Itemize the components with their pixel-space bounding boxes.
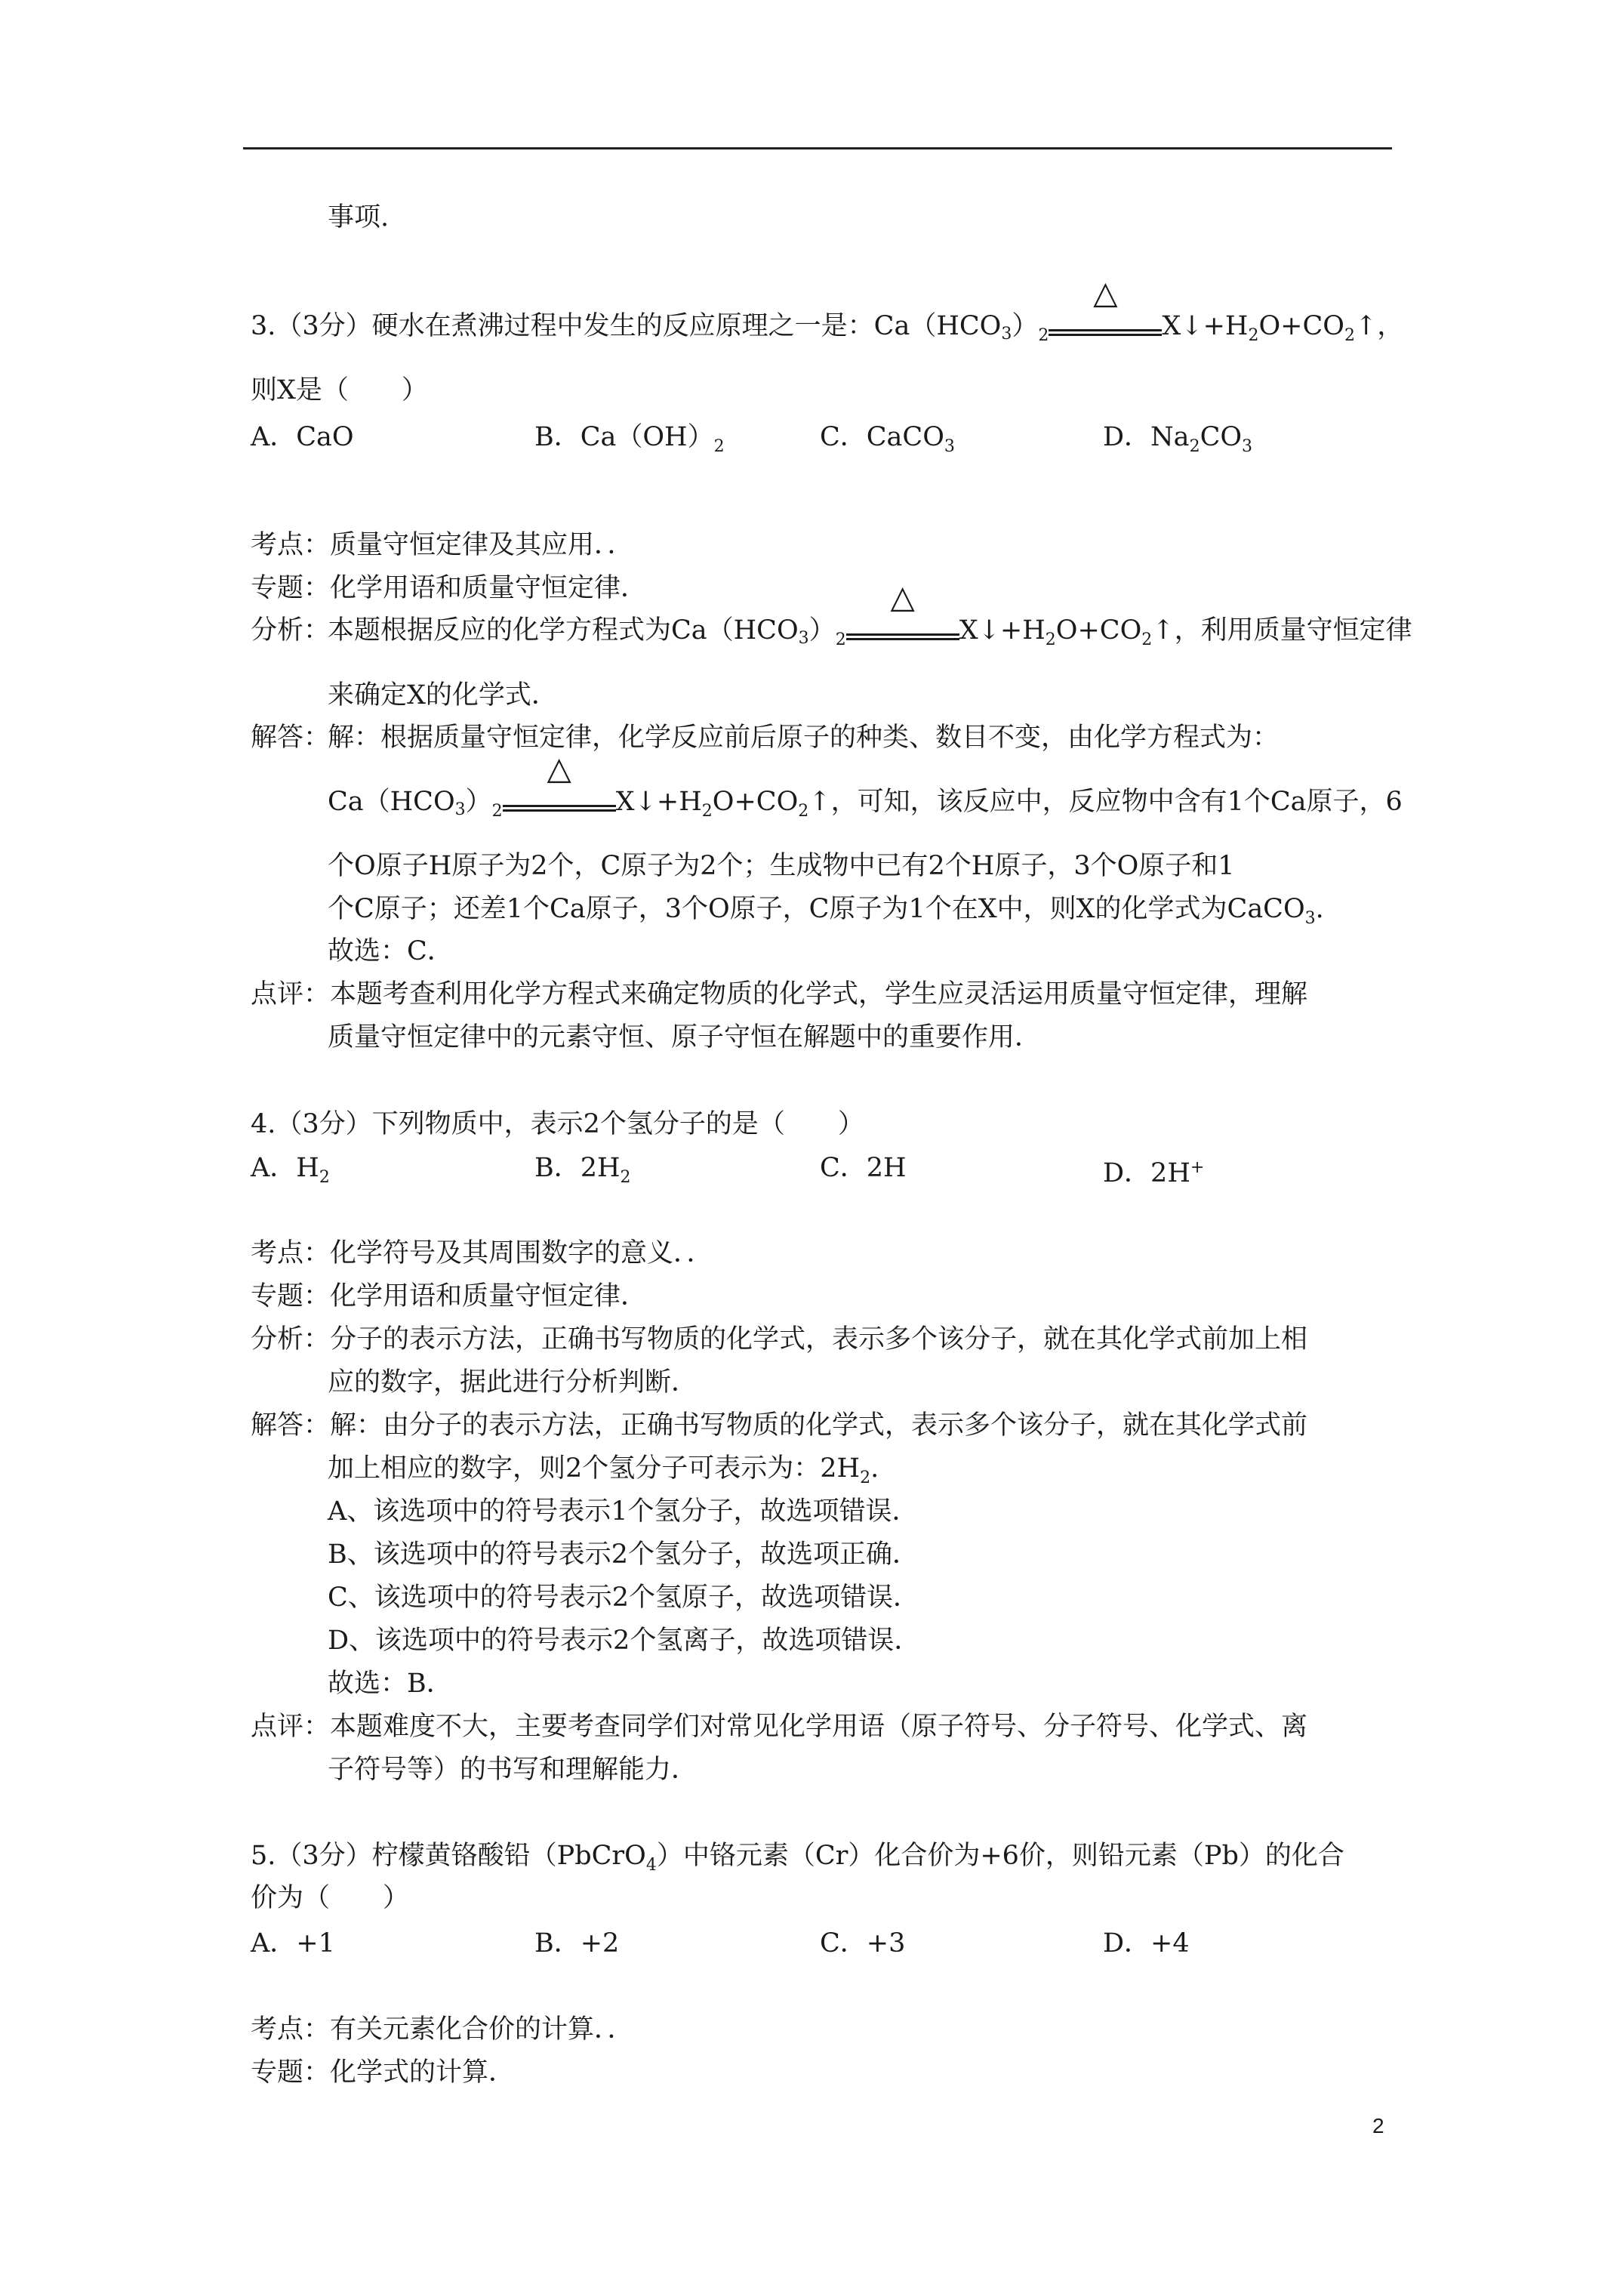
q4-option-b: B．$2H_2$ xyxy=(534,1153,631,1187)
q4-zhuanti: 专题：化学用语和质量守恒定律． xyxy=(251,1281,648,1311)
q4-jieda-line3: A、该选项中的符号表示1个氢分子，故选项错误． xyxy=(328,1496,919,1527)
q4-dianping-line1: 点评：本题难度不大，主要考查同学们对常见化学用语（原子符号、分子符号、化学式、离 xyxy=(251,1712,1308,1742)
q4-option-d: D．2H+ xyxy=(1103,1158,1205,1188)
q2-tail: 事项. xyxy=(328,202,390,233)
q4-jieda-line5: C、该选项中的符号表示2个氢原子，故选项错误． xyxy=(328,1583,920,1613)
q5-stem-line2: 价为（ ） xyxy=(251,1883,410,1913)
sub-2: 2 xyxy=(1344,326,1355,345)
q3-jieda-line3: 个O原子H原子为2个，C原子为2个；生成物中已有2个H原子，3个O原子和1 xyxy=(328,851,1235,881)
q3-option-a: A．CaO xyxy=(251,422,354,452)
q5-stem-line1: 5.（3分）柠檬黄铬酸铅（PbCrO$_4$）中铬元素（Cr）化合价为+6价，则铅元素（Pb）的化合 xyxy=(251,1841,1344,1875)
q4-jieda-line2: 加上相应的数字，则2个氢分子可表示为：$2H_2$. xyxy=(328,1453,879,1487)
q3-option-c: C．CaCO$_3$ xyxy=(820,422,955,456)
q3-stem-line1: 3.（3分）硬水在煮沸过程中发生的反应原理之一是：$Ca(HCO3)_2$ △ $X↓+H_2O+CO_2↑$， xyxy=(251,274,1404,345)
delta-icon: △ xyxy=(1093,274,1118,311)
q4-dianping-line2: 子符号等）的书写和理解能力． xyxy=(328,1755,698,1785)
q3-zhuanti: 专题：化学用语和质量守恒定律． xyxy=(251,573,648,603)
q5-option-c: C．+3 xyxy=(820,1928,906,1959)
q3-stem-text: 3.（3分）硬水在煮沸过程中发生的反应原理之一是： xyxy=(251,311,874,341)
q4-jieda-line7: 故选：B． xyxy=(328,1669,453,1699)
q5-option-a: A．+1 xyxy=(251,1928,335,1959)
q5-kaodian: 考点：有关元素化合价的计算．． xyxy=(251,2014,634,2045)
q4-fenxi-line2: 应的数字，据此进行分析判断． xyxy=(328,1367,698,1398)
heat-arrow xyxy=(846,578,959,647)
delta-icon: △ xyxy=(547,750,571,787)
heat-arrow xyxy=(503,750,616,818)
q4-stem: 4.（3分）下列物质中，表示2个氢分子的是（ ） xyxy=(251,1109,864,1139)
q4-jieda-line4: B、该选项中的符号表示2个氢分子，故选项正确． xyxy=(328,1539,919,1570)
q3-stem-line2: 则X是（ ） xyxy=(251,375,428,405)
q3-dianping-line2: 质量守恒定律中的元素守恒、原子守恒在解题中的重要作用． xyxy=(328,1022,1042,1052)
q3-option-d: D．$Na_2CO_3$ xyxy=(1103,422,1253,456)
q3-jieda-line1: 解：根据质量守恒定律，化学反应前后原子的种类、数目不变，由化学方程式为： xyxy=(328,723,1280,753)
q3-fenxi-label: 分析： xyxy=(251,615,331,646)
eq-water: O+CO xyxy=(1258,311,1344,341)
sub-3: 3 xyxy=(1001,325,1012,344)
q3-kaodian: 考点：质量守恒定律及其应用．． xyxy=(251,530,634,560)
q3-jieda-label: 解答： xyxy=(251,723,331,753)
q3-jieda-line4: 个C原子；还差1个Ca原子，3个O原子，C原子为1个在X中，则X的化学式为CaCO$_3$. xyxy=(328,894,1324,928)
q3-option-b: B．$Ca(OH)_2$ xyxy=(534,422,725,456)
q4-jieda-line6: D、该选项中的符号表示2个氢离子，故选项错误． xyxy=(328,1626,921,1656)
gas-up-arrow: ↑ xyxy=(1354,311,1378,341)
q5-option-b: B．+2 xyxy=(534,1928,620,1959)
q4-option-c: C．2H xyxy=(820,1153,907,1183)
sub-2: 2 xyxy=(1248,326,1259,345)
q3-fenxi-line1: 本题根据反应的化学方程式为$Ca(HCO3)_2$ △ $X↓+H_2O+CO_2↑$，利用质量守恒定律 xyxy=(328,578,1412,649)
delta-icon: △ xyxy=(890,578,915,615)
q5-option-d: D．+4 xyxy=(1103,1928,1190,1959)
q4-kaodian: 考点：化学符号及其周围数字的意义．． xyxy=(251,1238,713,1268)
q3-dianping-line1: 点评：本题考查利用化学方程式来确定物质的化学式，学生应灵活运用质量守恒定律，理解 xyxy=(251,979,1308,1009)
heat-arrow xyxy=(1049,274,1162,343)
eq-reactant: Ca（HCO xyxy=(873,311,1002,341)
sub-2: 2 xyxy=(1038,326,1049,345)
q5-zhuanti: 专题：化学式的计算． xyxy=(251,2057,516,2088)
q4-fenxi-line1: 分析：分子的表示方法，正确书写物质的化学式，表示多个该分子，就在其化学式前加上相 xyxy=(251,1324,1308,1354)
q3-jieda-line5: 故选：C． xyxy=(328,936,454,966)
q4-jieda-line1: 解答：解：由分子的表示方法，正确书写物质的化学式，表示多个该分子，就在其化学式前 xyxy=(251,1410,1308,1441)
page-number: 2 xyxy=(1372,2114,1384,2137)
q4-option-a: A．$H_2$ xyxy=(251,1153,330,1187)
header-rule xyxy=(243,147,1392,149)
q3-jieda-line2: $Ca(HCO3)_2$ △ $X↓+H_2O+CO_2↑$，可知，该反应中，反应物中含有1个Ca原子，6 xyxy=(328,750,1403,821)
q3-fenxi-line2: 来确定X的化学式． xyxy=(328,680,558,710)
eq-product: X↓+H xyxy=(1162,311,1249,341)
